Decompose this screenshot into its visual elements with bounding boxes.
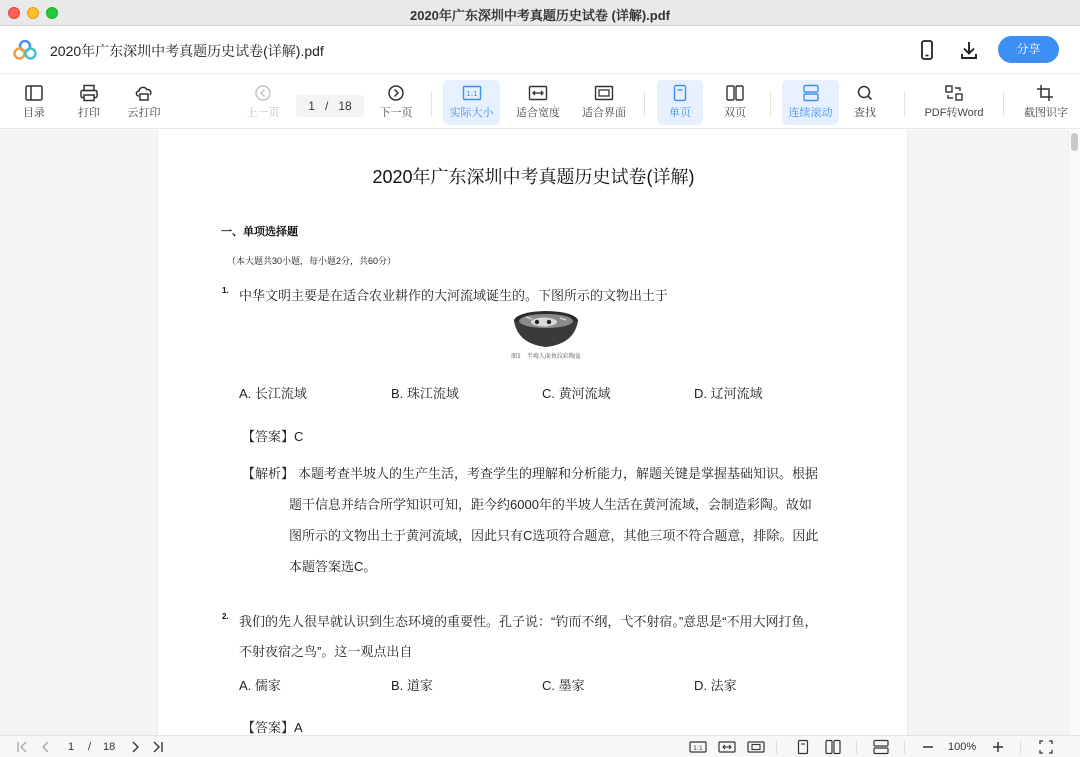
- fullscreen-icon: [1039, 739, 1053, 755]
- question-1-number: 1.: [222, 286, 229, 295]
- toc-button[interactable]: [16, 80, 52, 125]
- fit-window-label: 适合界面: [582, 107, 626, 119]
- prev-page-bottom-button[interactable]: [38, 739, 52, 755]
- question-1-option-d: D. 辽河流域: [694, 386, 763, 401]
- bottom-continuous-scroll-button[interactable]: [872, 739, 890, 755]
- app-logo-icon: [13, 40, 37, 60]
- question-1-option-b: B. 珠江流域: [391, 386, 459, 401]
- last-page-button[interactable]: [151, 739, 165, 755]
- single-page-icon: [795, 739, 811, 755]
- window-title-bar: [0, 0, 1080, 26]
- last-page-icon: [151, 739, 165, 755]
- print-label: 打印: [78, 107, 100, 119]
- next-page-button[interactable]: [376, 80, 416, 125]
- chevron-left-icon: [38, 739, 52, 755]
- double-page-icon: [725, 84, 745, 102]
- plus-icon: [991, 739, 1005, 755]
- single-page-button[interactable]: [657, 80, 703, 125]
- question-2-answer: 【答案】A: [242, 720, 303, 735]
- question-1-option-c: C. 黄河流域: [542, 386, 611, 401]
- find-button[interactable]: [847, 80, 883, 125]
- document-name: 2020年广东深圳中考真题历史试卷(详解).pdf: [50, 43, 324, 59]
- viewer-toolbar: [0, 75, 1080, 129]
- explanation-line: 本题答案选C。: [289, 559, 377, 574]
- bottom-actual-size-icon-text: 1:1: [693, 745, 703, 752]
- fit-window-button[interactable]: [578, 80, 630, 125]
- question-1-text: 中华文明主要是在适合农业耕作的大河流域诞生的。下图所示的文物出土于: [239, 288, 669, 303]
- section-subheading: （本大题共30小题，每小题2分，共60分）: [227, 256, 397, 266]
- fit-width-button[interactable]: [512, 80, 564, 125]
- bottom-fit-window-button[interactable]: [747, 739, 765, 755]
- first-page-icon: [15, 739, 29, 755]
- document-viewport[interactable]: [0, 130, 1080, 735]
- prev-page-icon: [253, 84, 273, 102]
- actual-size-icon: [462, 84, 482, 102]
- fullscreen-button[interactable]: [1039, 739, 1053, 755]
- window-title: 2020年广东深圳中考真题历史试卷 (详解).pdf: [409, 8, 670, 23]
- double-page-icon: [824, 739, 842, 755]
- actual-size-icon: [689, 739, 707, 755]
- question-2-option-c: C. 墨家: [542, 678, 585, 693]
- question-2-text-line: 不射夜宿之鸟”。这一观点出自: [239, 644, 413, 659]
- bottom-current-page[interactable]: 1: [68, 741, 75, 753]
- bottom-fit-width-button[interactable]: [718, 739, 736, 755]
- single-page-icon: [670, 84, 690, 102]
- question-2-text-line: 我们的先人很早就认识到生态环境的重要性。孔子说：“钓而不纲，弋不射宿。”意思是“不用大网打鱼，: [239, 614, 818, 629]
- current-page-number: 1: [308, 99, 315, 113]
- first-page-button[interactable]: [15, 739, 29, 755]
- share-button[interactable]: 分享: [998, 36, 1059, 63]
- toolbar-divider: [1003, 91, 1004, 117]
- actual-size-button[interactable]: [443, 80, 500, 125]
- explanation-line: 题干信息并结合所学知识可知，距今约6000年的半坡人生活在黄河流域，会制造彩陶。故如: [289, 497, 812, 512]
- bottom-total-pages: 18: [103, 741, 116, 753]
- zoom-level[interactable]: 100%: [948, 741, 977, 753]
- status-bar: [0, 735, 1080, 757]
- fit-width-icon: [718, 739, 736, 755]
- section-heading: 一、单项选择题: [221, 226, 298, 238]
- next-page-label: 下一页: [379, 107, 413, 119]
- double-page-label: 双页: [724, 107, 746, 119]
- question-1-answer: 【答案】C: [242, 429, 304, 444]
- document-title: 2020年广东深圳中考真题历史试卷(详解): [372, 167, 695, 187]
- status-divider: [904, 740, 905, 754]
- fit-window-icon: [594, 84, 614, 102]
- question-1-option-a: A. 长江流域: [239, 386, 307, 401]
- toolbar-divider: [644, 91, 645, 117]
- zoom-out-button[interactable]: [921, 739, 935, 755]
- crop-icon: [1036, 84, 1056, 102]
- next-page-bottom-button[interactable]: [129, 739, 143, 755]
- question-2-option-d: D. 法家: [694, 678, 737, 693]
- cloud-print-label: 云打印: [127, 107, 161, 119]
- screenshot-ocr-button[interactable]: [1018, 80, 1074, 125]
- continuous-scroll-label: 连续滚动: [788, 107, 833, 119]
- zoom-in-button[interactable]: [991, 739, 1005, 755]
- continuous-scroll-button[interactable]: [782, 80, 839, 125]
- prev-page-label: 上一页: [246, 107, 280, 119]
- download-icon[interactable]: [957, 38, 981, 62]
- double-page-button[interactable]: [714, 80, 756, 125]
- single-page-label: 单页: [669, 107, 691, 119]
- screenshot-ocr-label: 截图识字: [1024, 107, 1068, 119]
- pdf-to-word-label: PDF转Word: [924, 107, 984, 119]
- figure-caption: 图1 半坡人面鱼纹彩陶盆: [511, 353, 581, 360]
- search-icon: [855, 84, 875, 102]
- prev-page-button[interactable]: [244, 80, 282, 125]
- fit-width-icon: [528, 84, 548, 102]
- toolbar-divider: [904, 91, 905, 117]
- cloud-print-button[interactable]: [123, 80, 165, 125]
- toolbar-divider: [431, 91, 432, 117]
- actual-size-label: 实际大小: [449, 107, 494, 119]
- minus-icon: [921, 739, 935, 755]
- bottom-actual-size-button[interactable]: [689, 739, 707, 755]
- chevron-right-icon: [129, 739, 143, 755]
- scrollbar-thumb[interactable]: [1071, 133, 1078, 151]
- toc-label: 目录: [23, 107, 45, 119]
- print-button[interactable]: [71, 80, 107, 125]
- pdf-page: [157, 130, 908, 735]
- mobile-device-icon[interactable]: [915, 38, 939, 62]
- convert-icon: [944, 84, 964, 102]
- fit-width-label: 适合宽度: [516, 107, 560, 119]
- status-divider: [1020, 740, 1021, 754]
- continuous-scroll-icon: [801, 84, 821, 102]
- fit-window-icon: [747, 739, 765, 755]
- find-label: 查找: [854, 107, 876, 119]
- toc-icon: [24, 84, 44, 102]
- document-header: [0, 26, 1080, 74]
- continuous-scroll-icon: [872, 739, 890, 755]
- printer-icon: [79, 84, 99, 102]
- bottom-single-page-button[interactable]: [795, 739, 811, 755]
- status-divider: [776, 740, 777, 754]
- cloud-print-icon: [134, 84, 154, 102]
- bottom-double-page-button[interactable]: [824, 739, 842, 755]
- pdf-to-word-button[interactable]: [918, 80, 990, 125]
- toolbar-divider: [770, 91, 771, 117]
- page-number-field[interactable]: [296, 95, 364, 117]
- question-1-explanation-label: 【解析】: [242, 466, 295, 481]
- next-page-icon: [386, 84, 406, 102]
- question-2-option-a: A. 儒家: [239, 678, 281, 693]
- question-2-number: 2.: [222, 612, 229, 621]
- actual-size-icon-text: 1:1: [465, 90, 478, 98]
- bottom-page-separator: /: [88, 741, 92, 753]
- page-separator: /: [324, 99, 329, 113]
- explanation-line: 图所示的文物出土于黄河流域，因此只有C选项符合题意，其他三项不符合题意，排除。因此: [289, 528, 819, 543]
- explanation-line: 本题考查半坡人的生产生活，考查学生的理解和分析能力，解题关键是掌握基础知识。根据: [298, 466, 819, 481]
- question-2-option-b: B. 道家: [391, 678, 433, 693]
- status-divider: [856, 740, 857, 754]
- total-pages: 18: [338, 99, 352, 113]
- vertical-scrollbar[interactable]: [1068, 130, 1080, 735]
